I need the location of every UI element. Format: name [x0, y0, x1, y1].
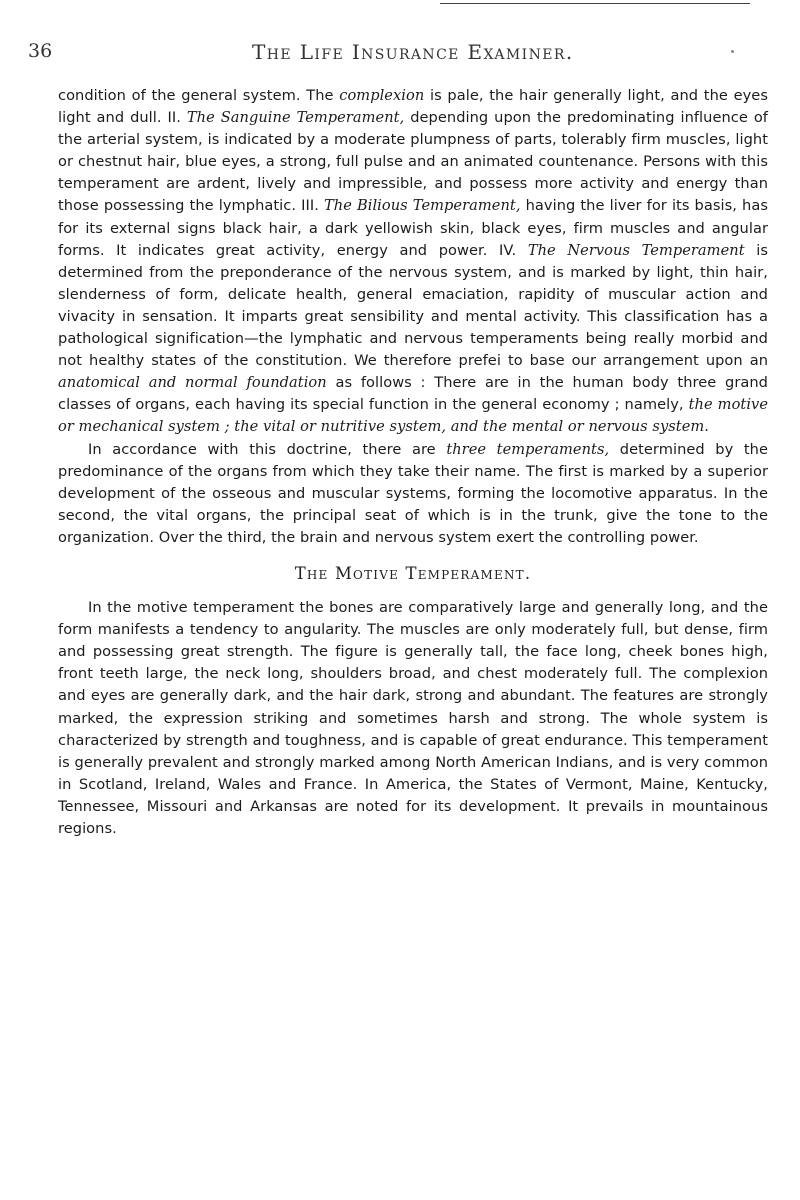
italic-term: anatomical and normal foundation: [58, 374, 327, 392]
section-heading: The Motive Temperament.: [294, 563, 532, 583]
italic-term: The Bilious Temperament,: [323, 197, 521, 215]
paragraph-text: depending upon the predominating influence of the arterial system, is indicated by a moderate plumpness of parts, tolerably firm muscles, light or chestnut hair, blue eyes, a strong, full pulse and an animated countenance. Persons with this temperament are ardent, lively and impressible, and possess more activity and energy than those possessing the lymphatic. III.: [58, 109, 768, 215]
running-title: The Life Insurance Examiner.: [252, 40, 574, 64]
italic-term: The Sanguine Temperament,: [186, 109, 405, 127]
running-head: [28, 40, 760, 68]
paragraph-text: determined by the predominance of the organs from which they take their name. The first is marked by a superior development of the osseous and muscular systems, forming the locomotive apparatus. In the second, the vital organs, the principal seat of which is in the trunk, give the tone to the organization. Over the third, the brain and nervous system exert the controlling power.: [58, 440, 769, 546]
paragraph-motive-temperament: In the motive temperament the bones are comparatively large and generally long, and the form manifests a tendency to angularity. The muscles are only moderately full, but dense, firm and possessing great strength. The figure is generally tall, the face long, cheek bones high, front teeth large, the neck long, shoulders broad, and chest moderately full. The complexion and eyes are generally dark, and the hair dark, strong and abundant. The features are strongly marked, the expression striking and sometimes harsh and strong. The whole system is characterized by strength and toughness, and is capable of great endurance. This temperament is generally prevalent and strongly marked among North American Indians, and is very common in Scotland, Ireland, Wales and France. In America, the States of Vermont, Maine, Kentucky, Tennessee, Missouri and Arkansas are noted for its development. It prevails in mountainous regions.: [58, 599, 768, 837]
italic-term: The Nervous Temperament: [527, 241, 745, 259]
paragraph-text: In accordance with this doctrine, there are: [88, 440, 447, 458]
paragraph-text: having the liver for its basis, has for its external signs black hair, a dark yellowish skin, black eyes, firm muscles and angular forms. It indicates great activity, energy and power. IV.: [58, 197, 768, 259]
paragraph-text: as follows : There are in the human body three grand classes of organs, each having its special function in the general economy ; namely,: [58, 374, 768, 414]
paragraph-temperaments-list: [58, 85, 768, 439]
top-rule: [440, 3, 750, 4]
italic-term: the motive or mechanical system ; the vital or nutritive system, and the mental or nervous system.: [58, 396, 769, 436]
stray-dot: [731, 50, 734, 53]
page-body: [58, 85, 768, 840]
paragraph-text: is determined from the preponderance of the nervous system, and is marked by light, thin hair, slenderness of form, delicate health, general emaciation, rapidity of muscular action and vivacity in sensation. It imparts great sensibility and mental activity. This classification has a pathological signification—the lymphatic and nervous temperaments being really morbid and not healthy states of the constitution. We therefore prefei to base our arrangement upon an: [58, 241, 768, 370]
paragraph-text: is pale, the hair generally light, and the eyes light and dull. II.: [58, 87, 768, 127]
paragraph-three-temperaments: [58, 439, 768, 549]
italic-term: three temperaments,: [446, 440, 610, 458]
italic-term: complexion: [339, 87, 425, 104]
paragraph-text: condition of the general system. The: [58, 87, 340, 104]
page-number: 36: [28, 40, 53, 62]
